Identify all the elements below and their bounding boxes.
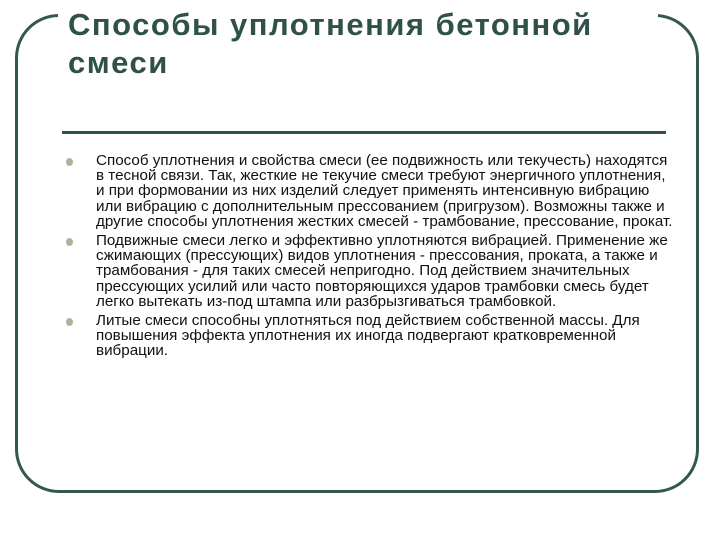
list-item xyxy=(66,313,666,359)
bullet-list xyxy=(66,152,673,360)
bullet-text: Способ уплотнения и свойства смеси (ее подвижность или текучесть) находятся в тесной связи. Так, жесткие не текучие смеси требуют энергичного уплотнения, и при формовании из них изделий следует применять интенсивную вибрацию или вибрацию с дополнительным прессованием (пригрузом). Возможны также и другие способы уплотнения жестких смесей - трамбование, прессование, прокат. xyxy=(96,152,673,230)
bullet-text: Литые смеси способны уплотняться под действием собственной массы. Для повышения эффекта уплотнения их иногда подвергают кратковременной вибрации. xyxy=(96,312,640,360)
bullet-marker-icon xyxy=(66,318,73,326)
list-item xyxy=(66,152,673,230)
bullet-text: Подвижные смеси легко и эффективно уплотняются вибрацией. Применение же сжимающих (прессующих) видов уплотнения - прессования, проката, а также и трамбования - для таких смесей непригодно. Под действием значительных прессующих усилий или часто повторяющихся ударов трамбовки смесь будет легко вытекать из-под штампа или разбрызгиваться трамбовкой. xyxy=(96,232,668,310)
slide-title: Способы уплотнения бетонной смеси xyxy=(68,7,593,80)
title-divider xyxy=(62,131,666,134)
bullet-marker-icon xyxy=(66,238,73,246)
list-item xyxy=(66,233,666,309)
bullet-marker-icon xyxy=(66,158,73,166)
